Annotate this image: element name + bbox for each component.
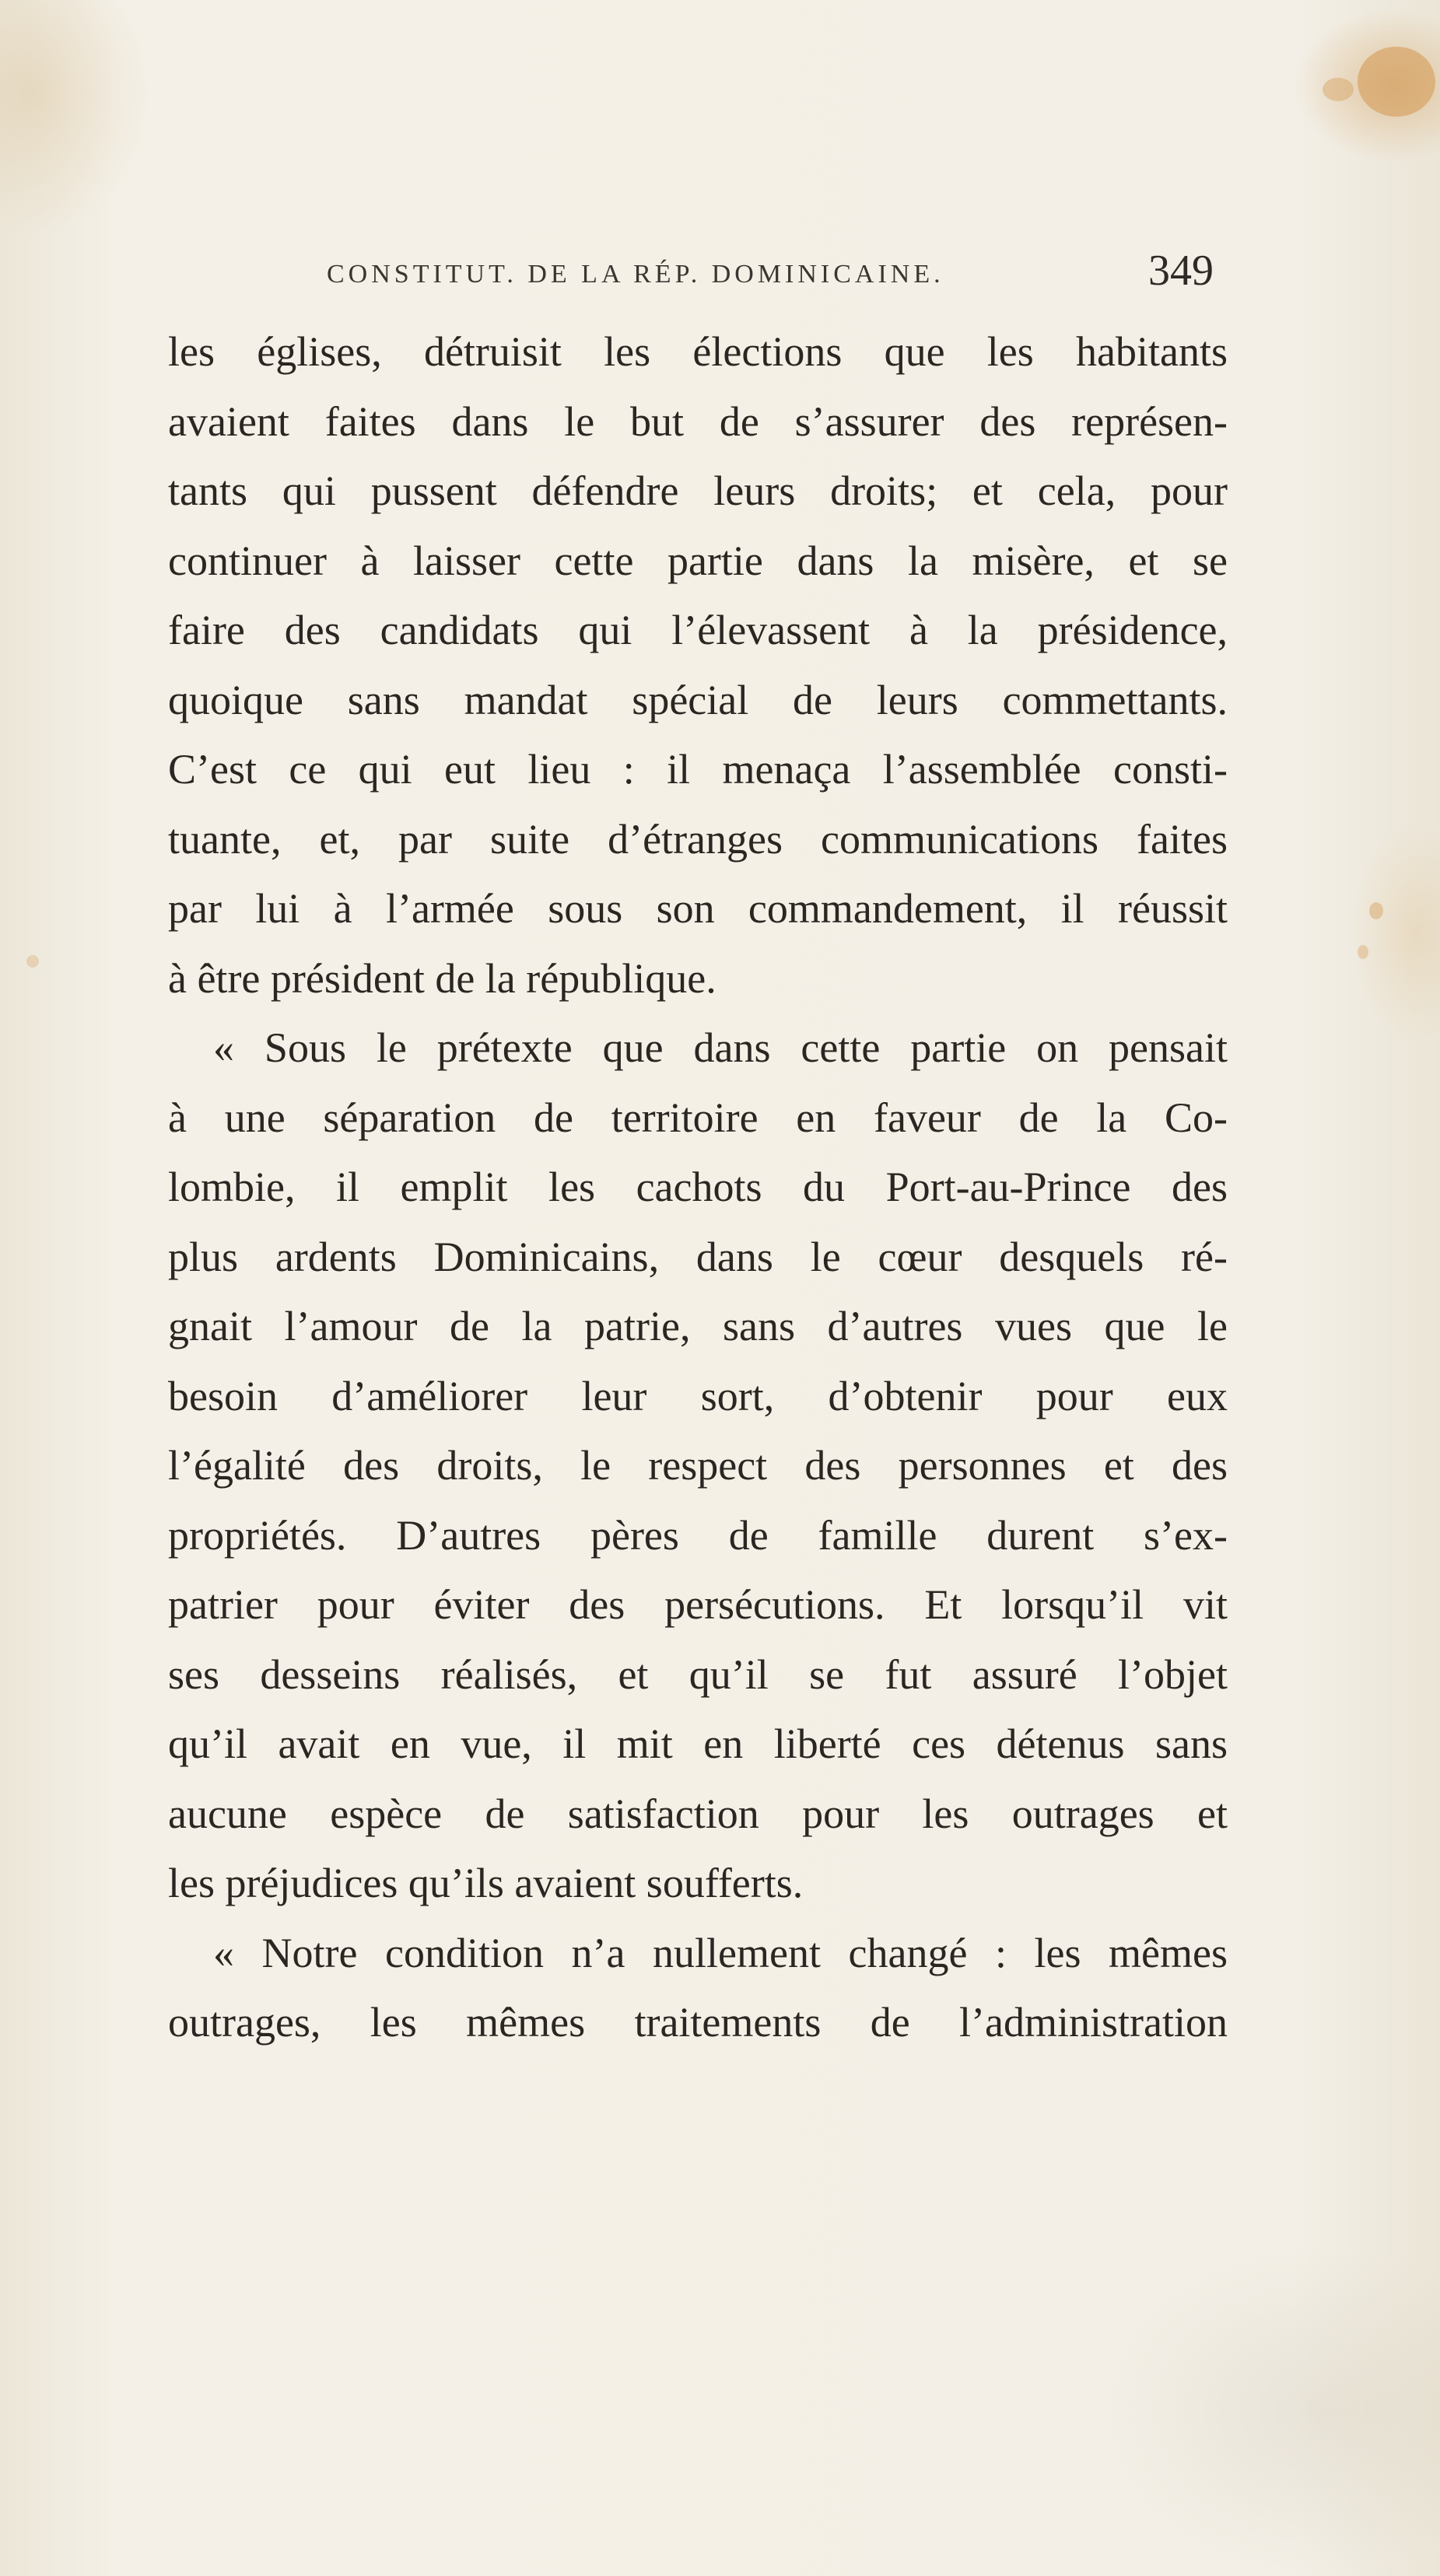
text-line: patrier pour éviter des persécutions. Et lorsqu’il vit [168, 1581, 1228, 1628]
text-line: qu’il avait en vue, il mit en liberté ces détenus sans [168, 1720, 1228, 1767]
text-line: C’est ce qui eut lieu : il menaça l’assemblée consti- [168, 746, 1228, 793]
text-line: tuante, et, par suite d’étranges communications faites [168, 815, 1228, 863]
foxing-stain [1323, 78, 1354, 101]
foxing-stain [1358, 47, 1435, 117]
body-text [168, 317, 1228, 2058]
text-line: outrages, les mêmes traitements de l’administration [168, 1999, 1228, 2046]
text-line: les églises, détruisit les élections que les habitants [168, 328, 1228, 375]
page-header [327, 246, 1214, 295]
text-line: par lui à l’armée sous son commandement, il réussit [168, 885, 1228, 932]
text-line: besoin d’améliorer leur sort, d’obtenir pour eux [168, 1372, 1228, 1419]
text-line: l’égalité des droits, le respect des personnes et des [168, 1442, 1228, 1489]
text-line: plus ardents Dominicains, dans le cœur desquels ré- [168, 1233, 1228, 1280]
text-line: « Sous le prétexte que dans cette partie on pensait [213, 1024, 1228, 1071]
text-line: quoique sans mandat spécial de leurs commettants. [168, 676, 1228, 723]
text-line: à une séparation de territoire en faveur de la Co- [168, 1094, 1228, 1141]
text-line: lombie, il emplit les cachots du Port-au-Prince des [168, 1164, 1228, 1210]
text-line: tants qui pussent défendre leurs droits; et cela, pour [168, 467, 1228, 514]
text-line: gnait l’amour de la patrie, sans d’autres vues que le [168, 1303, 1228, 1349]
text-line: avaient faites dans le but de s’assurer des représen- [168, 397, 1228, 445]
foxing-stain [1358, 945, 1368, 959]
text-line: à être président de la république. [168, 954, 716, 1002]
text-line: les préjudices qu’ils avaient soufferts. [168, 1860, 804, 1906]
text-line: « Notre condition n’a nullement changé : les mêmes [213, 1929, 1228, 1976]
running-head-title: CONSTITUT. DE LA RÉP. DOMINICAINE. [327, 260, 944, 289]
text-line: faire des candidats qui l’élevassent à la présidence, [168, 607, 1228, 653]
foxing-stain [26, 955, 39, 968]
text-line: ses desseins réalisés, et qu’il se fut assuré l’objet [168, 1650, 1228, 1698]
foxing-stain [1369, 902, 1383, 919]
text-line: propriétés. D’autres pères de famille durent s’ex- [168, 1511, 1228, 1559]
text-line: continuer à laisser cette partie dans la misère, et se [168, 537, 1228, 584]
page-number: 349 [1148, 247, 1214, 295]
text-line: aucune espèce de satisfaction pour les outrages et [168, 1790, 1228, 1837]
